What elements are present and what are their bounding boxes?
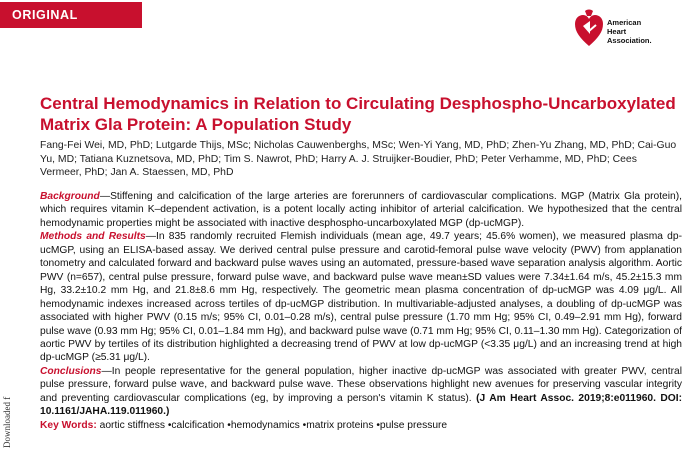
- keyword[interactable]: aortic stiffness: [99, 419, 165, 431]
- background-label: Background: [40, 191, 100, 202]
- keyword[interactable]: • pulse pressure: [376, 420, 447, 431]
- aha-logo-text: American Heart Association.: [607, 18, 652, 45]
- conclusions-text: —In people representative for the general population, higher inactive dp-ucMGP was associated with greater PWV, central pulse pressure, forward pulse wave, and backward pulse wave. These observations highlight new avenues for preserving vascular integrity and preventing cardiovascular complications (eg, by improving a person's vitamin K status).: [40, 365, 682, 404]
- keyword[interactable]: • matrix proteins: [303, 420, 374, 431]
- aha-logo: [574, 6, 694, 52]
- citation: (J Am Heart Assoc. 2019;8:e011960. DOI: 10.1161/JAHA.119.011960.): [40, 392, 682, 418]
- heart-torch-icon: [574, 8, 604, 48]
- keywords-paragraph: [40, 419, 682, 432]
- keyword[interactable]: • hemodynamics: [227, 420, 300, 431]
- keyword[interactable]: • calcification: [168, 420, 225, 431]
- background-paragraph: [40, 190, 682, 230]
- keywords-list: [100, 420, 448, 431]
- background-text: —Stiffening and calcification of the large arteries are forerunners of cardiovascular complications. MGP (Matrix Gla protein), which requires vitamin K–dependent activation, is a potent locally acting inhibitor of arterial calcification. We hypothesized that the central hemodynamic properties might be associated with inactive desphospho-uncarboxylated MGP (dp-ucMGP).: [40, 191, 682, 229]
- methods-label: Methods and Results: [40, 231, 146, 243]
- methods-text: —In 835 randomly recruited Flemish individuals (mean age, 49.7 years; 45.6% women), we measured plasma dp-ucMGP, using an ELISA-based assay. We derived central pulse pressure and carotid-femoral pulse wave velocity (PWV) from applanation tonometry and calculated forward and backward pulse waves using an automated, pressure-based wave separation analysis algorithm. Aortic PWV (n=657), central pulse pressure, forward pulse wave, and backward pulse wave mean±SD values were 7.34±1.64 m/s, 45.2±15.3 mm Hg, 33.2±10.2 mm Hg, and 21.8±8.6 mm Hg, respectively. The geometric mean plasma concentration of dp-ucMGP was 4.09 μg/L. All hemodynamic indexes increased across tertiles of dp-ucMGP distribution. In multivariable-adjusted analyses, a doubling of dp-ucMGP was associated with higher PWV (0.15 m/s; 95% CI, 0.01–0.28 m/s), central pulse pressure (1.70 mm Hg; 95% CI, 0.49–2.91 mm Hg), forward pulse wave (0.93 mm Hg; 95% CI, 0.01–1.84 mm Hg), and backward pulse wave (0.71 mm Hg; 95% CI, 0.11–1.30 mm Hg). Categorization of aortic PWV by tertiles of its distribution highlighted a decreasing trend of PWV at low dp-ucMGP (<3.35 μg/L) and an increasing trend at high dp-ucMGP (≥5.31 μg/L).: [40, 231, 682, 364]
- article-title: Central Hemodynamics in Relation to Circulating Desphospho-Uncarboxylated Matrix Gla Protein: A Population Study: [40, 94, 676, 134]
- article-type-banner: ORIGINAL RESEARCH: [0, 2, 142, 28]
- download-side-text: Downloaded f: [2, 396, 12, 448]
- abstract: [40, 190, 682, 432]
- conclusions-label: Conclusions: [40, 365, 102, 377]
- keywords-label: Key Words:: [40, 419, 97, 431]
- methods-paragraph: [40, 230, 682, 365]
- conclusions-paragraph: [40, 365, 682, 419]
- author-list: Fang-Fei Wei, MD, PhD; Lutgarde Thijs, MSc; Nicholas Cauwenberghs, MSc; Wen-Yi Yang, MD, PhD; Zhen-Yu Zhang, MD, PhD; Cai-Guo Yu, MD; Tatiana Kuznetsova, MD, PhD; Tim S. Nawrot, PhD; Harry A. J. Struijker-Boudier, PhD; Peter Verhamme, MD, PhD; Cees Vermeer, PhD; Jan A. Staessen, MD, PhD: [40, 140, 677, 179]
